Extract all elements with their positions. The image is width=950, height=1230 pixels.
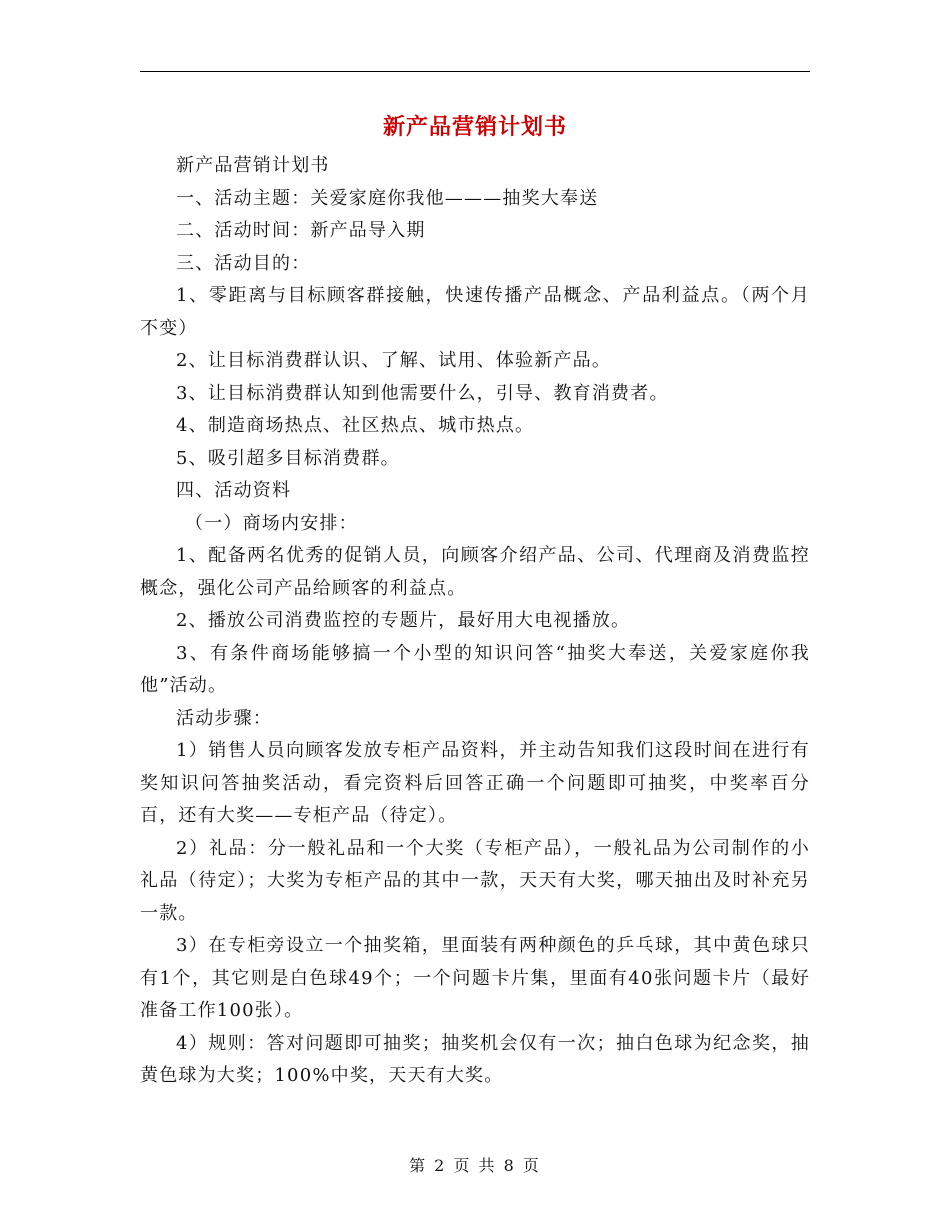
paragraph-activity-materials-heading: 四、活动资料 xyxy=(176,480,292,501)
paragraph-activity-theme: 一、活动主题：关爱家庭你我他———抽奖大奉送 xyxy=(176,187,599,209)
document-body xyxy=(140,150,810,1093)
header-rule xyxy=(140,71,810,72)
paragraph-purpose-1: 1、零距离与目标顾客群接触，快速传播产品概念、产品利益点。（两个月不变） xyxy=(140,285,810,339)
paragraph-activity-steps-heading: 活动步骤： xyxy=(176,707,272,729)
paragraph-arrangement-1: 1、配备两名优秀的促销人员，向顾客介绍产品、公司、代理商及消费监控概念，强化公司产品给顾客的利益点。 xyxy=(140,545,810,599)
paragraph-activity-time: 二、活动时间：新产品导入期 xyxy=(176,220,426,241)
paragraph-mall-arrangement-heading: （一）商场内安排： xyxy=(185,512,358,534)
page-number-footer: 第 2 页 共 8 页 xyxy=(409,1156,541,1175)
paragraph-step-1: 1）销售人员向顾客发放专柜产品资料，并主动告知我们这段时间在进行有奖知识问答抽奖活动，看完资料后回答正确一个问题即可抽奖，中奖率百分百，还有大奖——专柜产品（待定）。 xyxy=(140,740,810,826)
paragraph-arrangement-3: 3、有条件商场能够搞一个小型的知识问答“抽奖大奉送，关爱家庭你我他”活动。 xyxy=(140,642,810,696)
paragraph-purpose-3: 3、让目标消费群认知到他需要什么，引导、教育消费者。 xyxy=(176,382,669,404)
paragraph-step-4: 4）规则：答对问题即可抽奖；抽奖机会仅有一次；抽白色球为纪念奖，抽黄色球为大奖；100%中奖，天天有大奖。 xyxy=(140,1032,810,1086)
paragraph-purpose-4: 4、制造商场热点、社区热点、城市热点。 xyxy=(176,415,535,436)
document-title: 新产品营销计划书 xyxy=(382,114,567,140)
paragraph-purpose-5: 5、吸引超多目标消费群。 xyxy=(176,447,400,469)
paragraph-arrangement-2: 2、播放公司消费监控的专题片，最好用大电视播放。 xyxy=(176,610,631,631)
paragraph-step-2: 2）礼品：分一般礼品和一个大奖（专柜产品），一般礼品为公司制作的小礼品（待定）；大奖为专柜产品的其中一款，天天有大奖，哪天抽出及时补充另一款。 xyxy=(140,837,810,924)
paragraph-step-3: 3）在专柜旁设立一个抽奖箱，里面装有两种颜色的乒乓球，其中黄色球只有1个，其它则是白色球49个；一个问题卡片集，里面有40张问题卡片（最好准备工作100张）。 xyxy=(140,935,810,1021)
paragraph-subtitle: 新产品营销计划书 xyxy=(176,155,330,176)
paragraph-activity-purpose-heading: 三、活动目的： xyxy=(176,252,311,274)
paragraph-purpose-2: 2、让目标消费群认识、了解、试用、体验新产品。 xyxy=(176,350,612,371)
